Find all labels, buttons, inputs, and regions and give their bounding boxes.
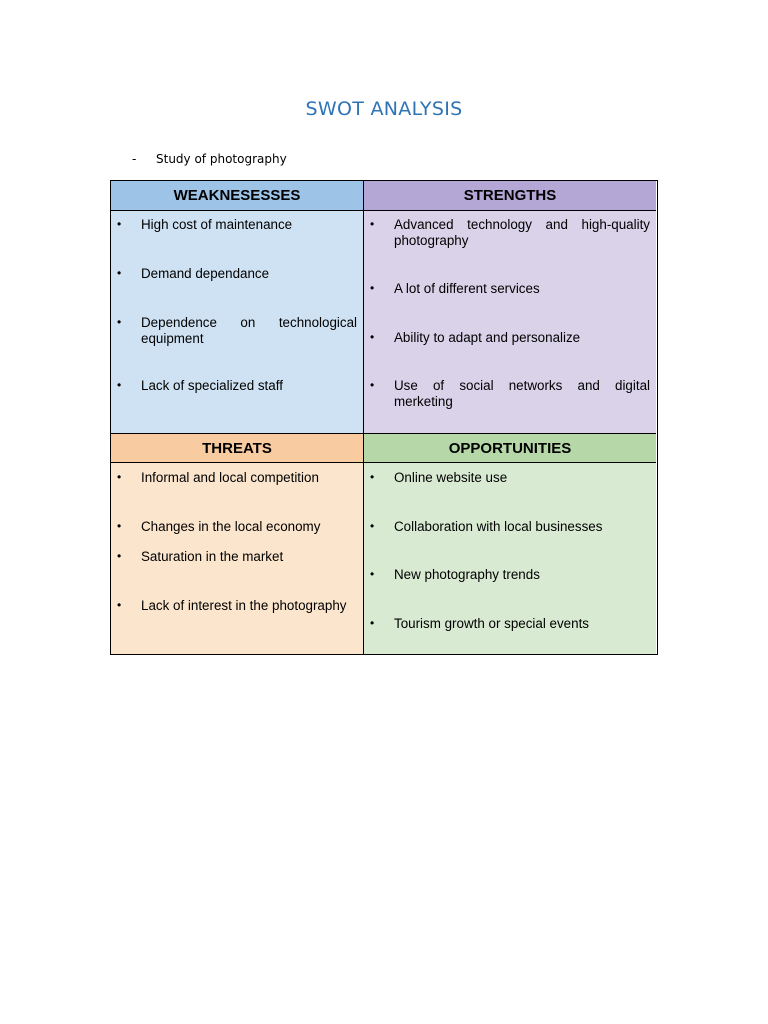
swot-header-row-top — [111, 181, 657, 211]
opportunities-item: • Online website use — [394, 470, 650, 486]
strengths-item: • Advanced technology and high-quality photography — [394, 217, 650, 248]
swot-header-row-bottom — [111, 433, 657, 463]
swot-body-row-top — [111, 211, 657, 433]
threats-header: THREATS — [111, 433, 364, 463]
subtitle-line — [132, 152, 287, 166]
opportunities-item: • Collaboration with local businesses — [394, 519, 650, 535]
strengths-item: • A lot of different services — [394, 281, 650, 297]
weaknesses-item: • High cost of maintenance — [141, 217, 357, 233]
subtitle-text: Study of photography — [156, 152, 287, 166]
strengths-item: • Use of social networks and digital merketing — [394, 378, 650, 409]
opportunities-item: • New photography trends — [394, 567, 650, 583]
threats-item: • Saturation in the market — [141, 549, 357, 565]
strengths-header: STRENGTHS — [364, 181, 656, 211]
subtitle-bullet: - — [132, 152, 137, 166]
weaknesses-header: WEAKNESESSES — [111, 181, 364, 211]
threats-item: • Lack of interest in the photography — [141, 598, 357, 614]
threats-item: • Informal and local competition — [141, 470, 357, 486]
opportunities-list — [364, 463, 656, 654]
strengths-list — [364, 211, 656, 433]
strengths-item: • Ability to adapt and personalize — [394, 330, 650, 346]
weaknesses-list — [111, 211, 364, 433]
opportunities-header: OPPORTUNITIES — [364, 433, 656, 463]
weaknesses-item: • Dependence on technological equipment — [141, 315, 357, 346]
swot-body-row-bottom — [111, 463, 657, 654]
opportunities-item: • Tourism growth or special events — [394, 616, 650, 632]
document-title: SWOT ANALYSIS — [305, 98, 463, 120]
weaknesses-item: • Lack of specialized staff — [141, 378, 357, 394]
threats-item: • Changes in the local economy — [141, 519, 357, 535]
threats-list — [111, 463, 364, 654]
weaknesses-item: • Demand dependance — [141, 266, 357, 282]
swot-table — [110, 180, 658, 655]
